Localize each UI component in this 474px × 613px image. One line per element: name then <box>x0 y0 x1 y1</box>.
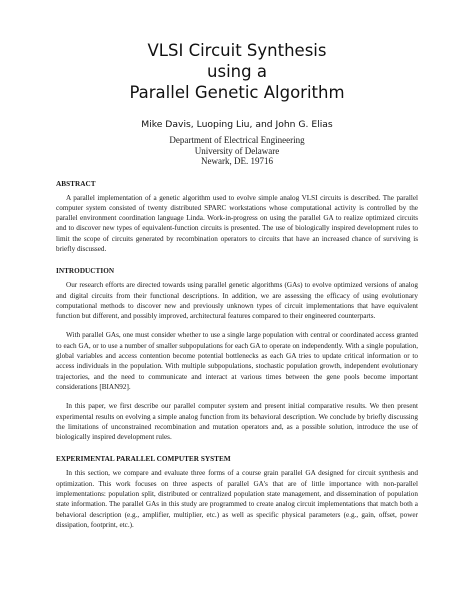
section-heading: ABSTRACT <box>56 179 96 188</box>
section-heading: EXPERIMENTAL PARALLEL COMPUTER SYSTEM <box>56 455 231 464</box>
experimental-system-section <box>56 455 418 530</box>
section-heading: INTRODUCTION <box>56 267 115 276</box>
paper-page <box>56 40 418 537</box>
affiliation <box>56 135 418 167</box>
body-paragraph: With parallel GAs, one must consider whether to use a single large population with central or coordinated access granted to each GA, or to use a number of smaller subpopulations for each GA to operate on independently. With a single population, global variables and access contention become potential bottlenecks as each GA tries to update critical information or to access individuals in the population. With multiple subpopulations, stochastic population growth, independent evolutionary trajectories, and the need to communicate and interact at various times between the gene pools become important considerations [BIAN92]. <box>56 331 418 391</box>
abstract-paragraph: A parallel implementation of a genetic algorithm used to evolve simple analog VLSI circuits is described. The parallel computer system consisted of twenty distributed SPARC workstations whose computational activity is controlled by the parallel environment coordination language Linda. Work-in-progress on using the parallel GA to realize optimized circuits and to discover new types of equivalent-function circuits is presented. The use of biologically inspired development rules to limit the scope of circuits generated by recombination operators to circuits that have an increased chance of surviving is briefly discussed. <box>56 193 418 253</box>
title-line: using a <box>207 62 267 81</box>
affiliation-line: University of Delaware <box>194 145 280 156</box>
introduction-section <box>56 267 418 442</box>
body-paragraph: In this paper, we first describe our parallel computer system and present initial comparative results. We then present experimental results on evolving a simple analog function from its behavioral description. We conclude by briefly discussing the limitations of unconstrained recombination and mutation operators and, as a possible solution, introduce the use of biologically inspired development rules. <box>56 402 418 442</box>
body-paragraph: In this section, we compare and evaluate three forms of a course grain parallel GA designed for circuit synthesis and optimization. This work focuses on three aspects of parallel GA's that are of little importance with non-parallel implementations: population split, distributed or centralized population state management, and dissemination of population state information. The parallel GAs in this study are programmed to create analog circuit implementations that match both a behavioral description (e.g., amplifier, multiplier, etc.) as well as specific physical parameters (e.g., gain, offset, power dissipation, footprint, etc.). <box>56 469 418 529</box>
affiliation-line: Department of Electrical Engineering <box>169 135 305 145</box>
title-line: Parallel Genetic Algorithm <box>129 83 345 102</box>
paper-title <box>56 40 418 103</box>
author-list: Mike Davis, Luoping Liu, and John G. Elias <box>141 119 333 130</box>
affiliation-line: Newark, DE. 19716 <box>201 156 273 166</box>
title-line: VLSI Circuit Synthesis <box>147 41 327 60</box>
body-paragraph: Our research efforts are directed towards using parallel genetic algorithms (GAs) to evolve optimized versions of analog and digital circuits from their functional descriptions. In addition, we are assessing the efficacy of using evolutionary computational methods to discover new and previously unknown types of circuit implementations that have equivalent function but different, and possibly improved, architectural features compared to their engineered counterparts. <box>56 281 418 321</box>
abstract-section <box>56 180 418 255</box>
